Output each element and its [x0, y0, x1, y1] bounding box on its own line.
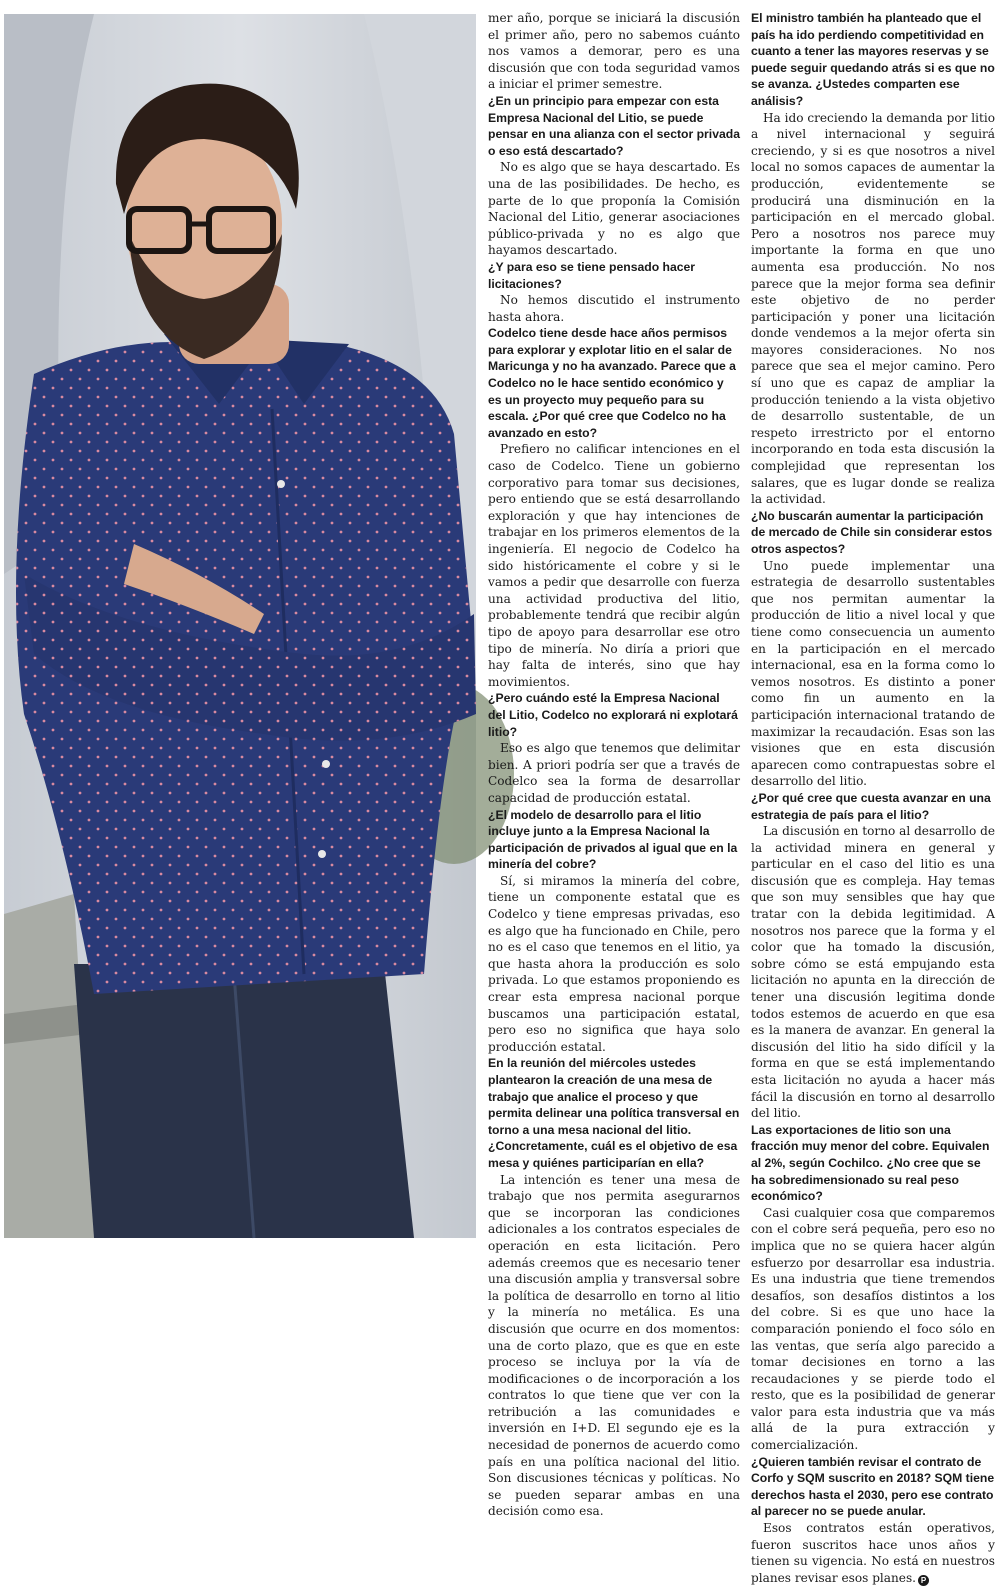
paragraph-text: Codelco tiene desde hace años permisos para explorar y explotar litio en el salar de Maricunga y no ha avanzado. Parece que a Codelco no le hace sentido económico y es un proyecto muy pequeño para su escala. ¿Por qué cree que Codelco no ha avanzado en esto? — [488, 326, 736, 440]
paragraph-text: ¿Pero cuándo esté la Empresa Nacional del Litio, Codelco no explorará ni explotará litio? — [488, 691, 738, 739]
question-paragraph — [751, 1454, 995, 1520]
answer-paragraph — [488, 159, 740, 259]
paragraph-text: La discusión en torno al desarrollo de la actividad minera en general y particular en el caso del litio es una discusión que es compleja. Hay temas que son muy sensibles que hay que tratar con la debida legitimidad. A nosotros nos parece que la forma y el color que ha tomado la discusión, sobre cómo se está empujando esta licitación no apunta en la dirección de tener una discusión legitima donde todos estemos de acuerdo en que esa es la manera de avanzar. En general la discusión del litio ha sido difícil y la forma en que se está implementando esta licitación no ayuda a hacer más fácil la discusión en torno al desarrollo del litio. — [751, 824, 995, 1121]
paragraph-text: ¿El modelo de desarrollo para el litio incluye junto a la Empresa Nacional la participación de privados al igual que en la minería del cobre? — [488, 807, 738, 872]
paragraph-text: Eso es algo que tenemos que delimitar bien. A priori podría ser que a través de Codelco sea la forma de desarrollar capacidad de producción estatal. — [488, 741, 740, 805]
text-column-1 — [488, 10, 740, 1519]
paragraph-text: ¿Y para eso se tiene pensado hacer licitaciones? — [488, 259, 696, 291]
question-paragraph — [488, 259, 740, 292]
answer-paragraph — [751, 823, 995, 1122]
paragraph-text: Esos contratos están operativos, fueron suscritos hace unos años y tienen su vigencia. No está en nuestros planes revisar esos planes. — [751, 1521, 995, 1585]
question-paragraph — [488, 807, 740, 873]
paragraph-text: La intención es tener una mesa de trabajo que nos permita asegurarnos que se incorporan las condiciones adicionales a los contratos especiales de operación en esta licitación. Pero además creemos que es necesario tener una discusión amplia y transversal sobre la política de desarrollo en torno al litio y la minería no metálica. Es una discusión que ocurre en dos momentos: una de corto plazo, que es que en este proceso se incluya por la vía de modificaciones o de incorporación a los contratos lo que tiene que ver con la retribución a las comunidades e inversión en I+D. El segundo eje es la necesidad de ponernos de acuerdo como país en una política nacional del litio. Son discusiones técnicas y políticas. No se pueden separar ambas en una decisión como esa. — [488, 1172, 740, 1519]
answer-paragraph — [488, 10, 740, 93]
answer-paragraph — [488, 740, 740, 806]
paragraph-text: El ministro también ha planteado que el país ha ido perdiendo competitividad en cuanto a tener las mayores reservas y se puede seguir quedando atrás si es que no se avanza. ¿Ustedes comparten ese análisis? — [751, 11, 995, 108]
question-paragraph — [751, 10, 995, 110]
question-paragraph — [488, 93, 740, 159]
paragraph-text: No es algo que se haya descartado. Es una de las posibilidades. De hecho, es parte de lo que proponía la Comisión Nacional del Litio, generar asociaciones público-privada y no es algo que hayamos descartado. — [488, 160, 740, 258]
answer-paragraph — [488, 292, 740, 325]
paragraph-text: mer año, porque se iniciará la discusión el primer año, pero no sabemos cuánto nos vamos a demorar, pero es una discusión que con toda seguridad vamos a iniciar el primer semestre. — [488, 11, 740, 92]
paragraph-text: No hemos discutido el instrumento hasta ahora. — [488, 293, 740, 324]
paragraph-text: Ha ido creciendo la demanda por litio a nivel internacional y seguirá creciendo, y si es que nosotros a nivel local no somos capaces de aumentar la producción, evidentemente se producirá una disminución en la participación en el mercado global. Pero a nosotros nos parece muy importante la forma en que uno aumenta esa producción. No nos parece que la mejor forma sea definir este objetivo de no perder participación y poner una licitación donde vendemos a la mejor oferta sin mayores consideraciones. No nos parece que sea el mejor camino. Pero sí uno que es capaz de ampliar la producción teniendo a la vista objetivo de desarrollo sustentable, de un respeto irrestricto por el entorno incorporando en toda esta discusión la complejidad que representan los salares, que es lugar donde se realiza la actividad. — [751, 110, 995, 507]
question-paragraph — [751, 790, 995, 823]
answer-paragraph — [751, 1520, 995, 1586]
question-paragraph — [488, 690, 740, 740]
paragraph-text: ¿En un principio para empezar con esta Empresa Nacional del Litio, se puede pensar en una alianza con el sector privada o eso está descartado? — [488, 93, 740, 158]
paragraph-text: ¿No buscarán aumentar la participación de mercado de Chile sin considerar estos otros aspectos? — [751, 508, 993, 556]
question-paragraph — [751, 508, 995, 558]
answer-paragraph — [751, 110, 995, 508]
answer-paragraph — [751, 558, 995, 790]
paragraph-text: Las exportaciones de litio son una fracción muy menor del cobre. Equivalen al 2%, según Cochilco. ¿No cree que se ha sobredimensionado su real peso económico? — [751, 1122, 990, 1204]
question-paragraph — [488, 1055, 740, 1171]
man-portrait-photo-icon — [4, 14, 476, 1238]
end-mark-icon: P — [918, 1575, 929, 1586]
paragraph-text: En la reunión del miércoles ustedes plantearon la creación de una mesa de trabajo que analice el proceso y que permita delinear una política transversal en torno a una mesa nacional del litio. ¿Concretamente, cuál es el objetivo de esa mesa y quiénes participarían en ella? — [488, 1056, 740, 1170]
question-paragraph — [751, 1122, 995, 1205]
answer-paragraph — [488, 441, 740, 690]
paragraph-text: Casi cualquier cosa que comparemos con el cobre será pequeña, pero eso no implica que no se quiera hacer algún esfuerzo por desarrollar esa industria. Es una industria que tiene tremendos desafíos, son desafíos distintos a los del cobre. Si es que uno hace la comparación poniendo el foco sólo en las ventas, que sería algo parecido a tomar decisiones en torno a las recaudaciones y se pierde todo el resto, que es la posibilidad de generar valor para esta industria que va más allá de la pura extracción y comercialización. — [751, 1205, 995, 1453]
answer-paragraph — [751, 1205, 995, 1454]
paragraph-text: ¿Por qué cree que cuesta avanzar en una estrategia de país para el litio? — [751, 790, 991, 822]
paragraph-text: Sí, si miramos la minería del cobre, tiene un componente estatal que es Codelco y tiene empresas privadas, eso es algo que ha funcionado en Chile, pero no es el caso que tenemos en el litio, ya que hasta ahora la producción es solo privada. Lo que estamos proponiendo es crear esta empresa nacional porque buscamos una participación estatal, pero eso no significa que haya solo producción estatal. — [488, 873, 740, 1054]
question-paragraph — [488, 325, 740, 441]
portrait-photo — [4, 14, 476, 1238]
paragraph-text: Uno puede implementar una estrategia de desarrollo sustentables que nos permitan aumentar la producción de litio a nivel local y que tiene como consecuencia un aumento en la participación en el mercado internacional, esa en la forma como lo vemos nosotros. Es distinto a poner como fin un aumento en la participación internacional tratando de maximizar la recaudación. Esas son las visiones que en esta discusión aparecen como contrapuestas sobre el desarrollo del litio. — [751, 558, 995, 789]
text-column-2 — [751, 10, 995, 1585]
answer-paragraph — [488, 1172, 740, 1520]
answer-paragraph — [488, 873, 740, 1056]
paragraph-text: ¿Quieren también revisar el contrato de Corfo y SQM suscrito en 2018? SQM tiene derechos hasta el 2030, pero ese contrato al parecer no se puede anular. — [751, 1454, 995, 1519]
paragraph-text: Prefiero no calificar intenciones en el caso de Codelco. Tiene un gobierno corporativo para tomar sus decisiones, pero entiendo que se está desarrollando exploración y que hay intenciones de trabajar en los primeros elementos de la ingeniería. El negocio de Codelco ha sido históricamente el cobre y si le vamos a pedir que desarrolle con fuerza una actividad productiva del litio, probablemente tendrá que recibir algún tipo de apoyo para desarrollar ese otro tipo de minería. No diría a priori que hay falta de interés, sino que hay movimientos. — [488, 442, 740, 689]
